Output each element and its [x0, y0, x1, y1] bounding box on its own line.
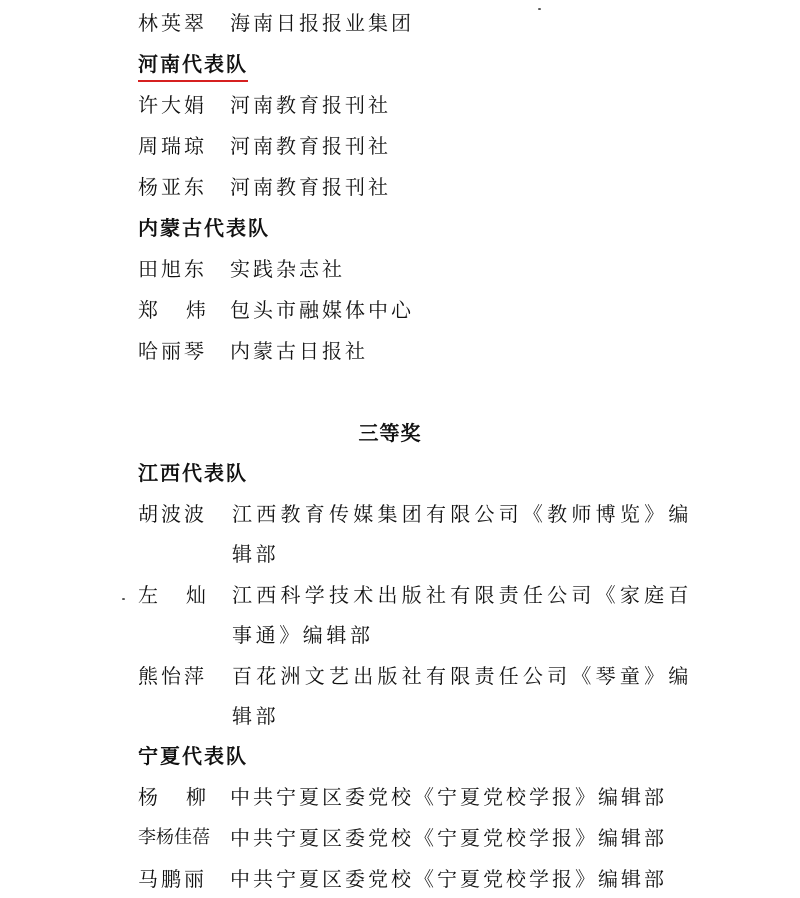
entry-name-char: 杨: [138, 785, 158, 809]
entry-name: 李杨佳蓓: [138, 827, 210, 848]
section-title-third-prize: 三等奖: [358, 421, 422, 445]
entry-name: 周瑞琼: [138, 134, 207, 158]
entry-org: 江西科学技术出版社有限责任公司《家庭百事通》编辑部: [232, 583, 692, 647]
entry-name: [138, 297, 206, 323]
entry-org: 内蒙古日报社: [230, 339, 368, 363]
entry-name-char: 郑: [138, 298, 158, 322]
entry-name: 杨亚东: [138, 175, 207, 199]
entry-org: 河南教育报刊社: [230, 134, 391, 158]
entry-name-char: 灿: [186, 583, 206, 607]
entry-org: 中共宁夏区委党校《宁夏党校学报》编辑部: [230, 826, 667, 850]
team-heading-neimenggu: 内蒙古代表队: [138, 216, 270, 240]
entry-name: 许大娟: [138, 93, 207, 117]
entry-name: 熊怡萍: [138, 664, 207, 688]
entry-name-char: 左: [138, 583, 158, 607]
entry-name-char: 炜: [186, 298, 206, 322]
team-heading-ningxia: 宁夏代表队: [138, 744, 248, 768]
entry-org: 江西教育传媒集团有限公司《教师博览》编辑部: [232, 502, 692, 566]
entry-org: 河南教育报刊社: [230, 175, 391, 199]
team-heading-jiangxi: 江西代表队: [138, 461, 248, 485]
entry-name: 马鹏丽: [138, 867, 207, 891]
entry-org: 实践杂志社: [230, 257, 345, 281]
entry-name: 田旭东: [138, 257, 207, 281]
entry-name: 哈丽琴: [138, 339, 207, 363]
entry-name-char: 柳: [186, 785, 206, 809]
entry-name: [138, 784, 206, 810]
team-heading-text: 河南代表队: [138, 51, 248, 82]
entry-org: 海南日报报业集团: [230, 11, 414, 35]
entry-org: 中共宁夏区委党校《宁夏党校学报》编辑部: [230, 785, 667, 809]
entry-org: 河南教育报刊社: [230, 93, 391, 117]
entry-org: 中共宁夏区委党校《宁夏党校学报》编辑部: [230, 867, 667, 891]
scan-speck: [122, 598, 125, 600]
entry-org: 百花洲文艺出版社有限责任公司《琴童》编辑部: [232, 664, 692, 728]
entry-name: [138, 582, 206, 608]
team-heading-henan: [138, 51, 248, 82]
entry-name: 林英翠: [138, 11, 207, 35]
scan-speck: [538, 8, 541, 10]
entry-name: 胡波波: [138, 502, 207, 526]
entry-org: 包头市融媒体中心: [230, 298, 414, 322]
